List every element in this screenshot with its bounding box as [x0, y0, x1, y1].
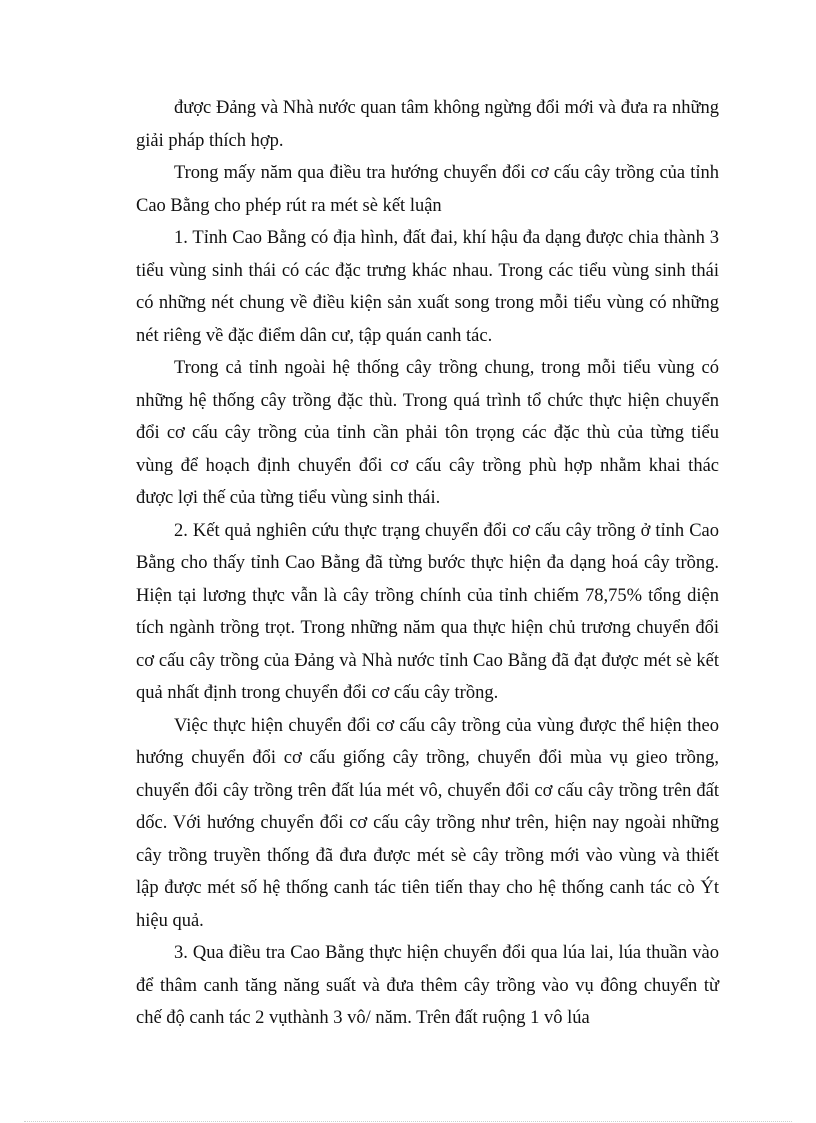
paragraph-intro: Trong mấy năm qua điều tra hướng chuyển đổi cơ cấu cây trồng của tỉnh Cao Bằng cho phép rút ra mét sè kết luận: [136, 163, 719, 216]
paragraph-conclusion-3: 3. Qua điều tra Cao Bằng thực hiện chuyển đổi qua lúa lai, lúa thuần vào để thâm canh tăng năng suất và đưa thêm cây trồng vào vụ đông chuyển từ chế độ canh tác 2 vụthành 3 vô/ năm. Trên đất ruộng 1 vô lúa: [136, 943, 719, 1028]
paragraph-conclusion-1-detail: Trong cả tỉnh ngoài hệ thống cây trồng chung, trong mỗi tiểu vùng có những hệ thống cây trồng đặc thù. Trong quá trình tổ chức thực hiện chuyển đổi cơ cấu cây trồng của tỉnh cần phải tôn trọng các đặc thù của từng tiểu vùng để hoạch định chuyển đổi cơ cấu cây trồng phù hợp nhằm khai thác được lợi thế của từng tiểu vùng sinh thái.: [136, 358, 719, 508]
paragraph-continuation: được Đảng và Nhà nước quan tâm không ngừng đổi mới và đưa ra những giải pháp thích hợp.: [136, 98, 719, 151]
document-body: [136, 92, 719, 1035]
paragraph-conclusion-2: 2. Kết quả nghiên cứu thực trạng chuyển đổi cơ cấu cây trồng ở tỉnh Cao Bằng cho thấy tỉnh Cao Bằng đã từng bước thực hiện đa dạng hoá cây trồng. Hiện tại lương thực vẫn là cây trồng chính của tỉnh chiếm 78,75% tổng diện tích ngành trồng trọt. Trong những năm qua thực hiện chủ trương chuyển đổi cơ cấu cây trồng của Đảng và Nhà nước tỉnh Cao Bằng đã đạt được mét sè kết quả nhất định trong chuyển đổi cơ cấu cây trồng.: [136, 520, 719, 703]
page-bottom-divider: [24, 1121, 792, 1122]
paragraph-conclusion-2-detail: Việc thực hiện chuyển đổi cơ cấu cây trồng của vùng được thể hiện theo hướng chuyển đổi cơ cấu giống cây trồng, chuyển đổi mùa vụ gieo trồng, chuyển đổi cây trồng trên đất lúa mét vô, chuyển đổi cơ cấu cây trồng trên đất dốc. Với hướng chuyển đổi cơ cấu cây trồng như trên, hiện nay ngoài những cây trồng truyền thống đã đưa được mét sè cây trồng mới vào vùng và thiết lập được mét số hệ thống canh tác tiên tiến thay cho hệ thống canh tác cò Ýt hiệu quả.: [136, 715, 719, 931]
paragraph-conclusion-1: 1. Tỉnh Cao Bằng có địa hình, đất đai, khí hậu đa dạng được chia thành 3 tiểu vùng sinh thái có các đặc trưng khác nhau. Trong các tiểu vùng sinh thái có những nét chung về điều kiện sản xuất song trong mỗi tiểu vùng có những nét riêng về đặc điểm dân cư, tập quán canh tác.: [136, 228, 719, 346]
